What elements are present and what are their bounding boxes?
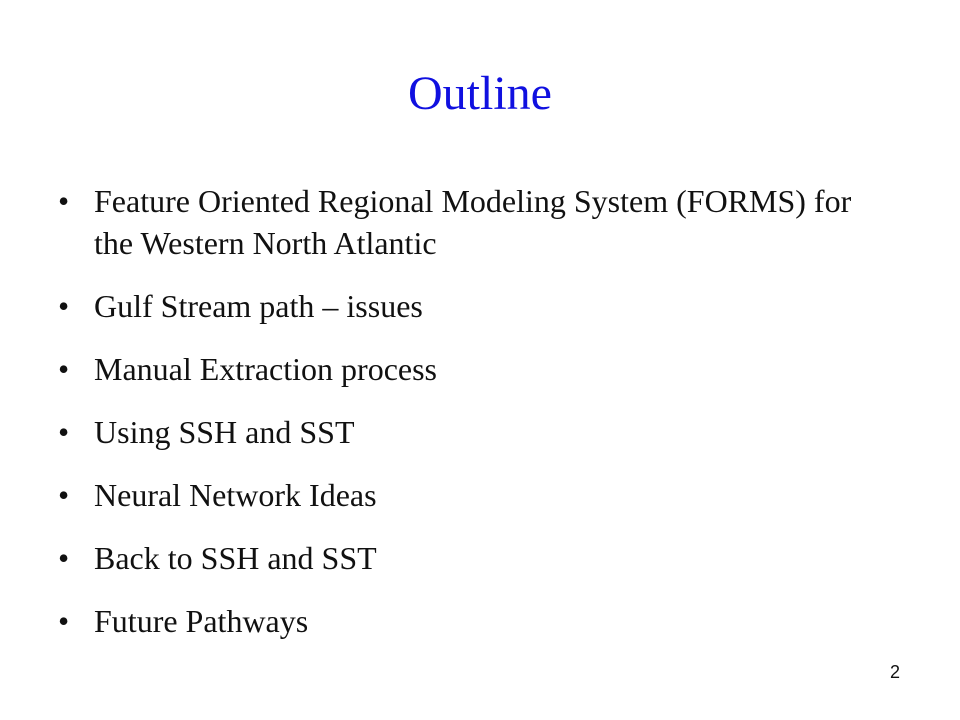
page-number: 2 <box>889 662 900 682</box>
bullet-icon: • <box>58 414 70 450</box>
list-item-text: Neural Network Ideas <box>94 477 377 513</box>
list-item-text: Gulf Stream path – issues <box>94 288 423 324</box>
bullet-icon: • <box>58 603 70 639</box>
bullet-icon: • <box>58 477 70 513</box>
list-item <box>58 348 858 390</box>
list-item <box>58 411 858 453</box>
bullet-icon: • <box>58 288 70 324</box>
list-item <box>58 600 858 642</box>
bullet-icon: • <box>58 540 70 576</box>
bullet-icon: • <box>58 183 70 219</box>
bullet-list <box>58 180 858 663</box>
slide-title: Outline <box>408 67 552 120</box>
list-item-text: Feature Oriented Regional Modeling System (FORMS) for the Western North Atlantic <box>94 183 852 261</box>
list-item-text: Manual Extraction process <box>94 351 437 387</box>
list-item <box>58 180 858 264</box>
list-item-text: Using SSH and SST <box>94 414 355 450</box>
list-item <box>58 285 858 327</box>
list-item <box>58 537 858 579</box>
list-item-text: Future Pathways <box>94 603 309 639</box>
bullet-icon: • <box>58 351 70 387</box>
list-item-text: Back to SSH and SST <box>94 540 377 576</box>
list-item <box>58 474 858 516</box>
